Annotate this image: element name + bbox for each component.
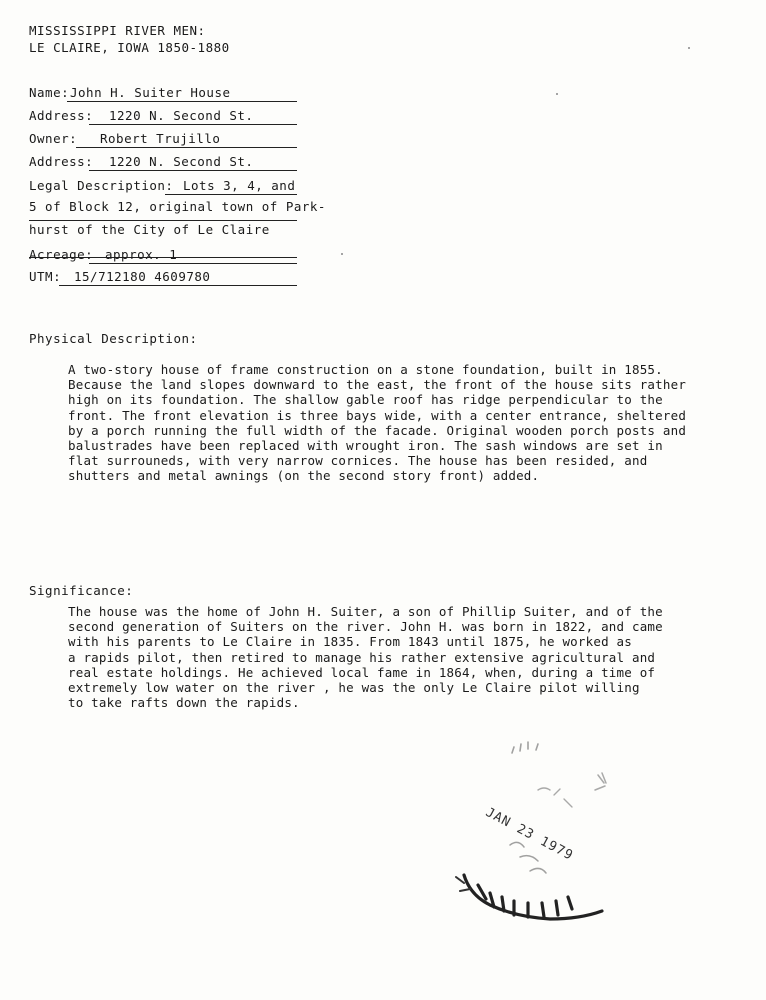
form-row-owner-address (29, 151, 297, 171)
form-row-legal (29, 175, 297, 195)
significance-line: with his parents to Le Claire in 1835. From 1843 until 1875, he worked as (68, 634, 632, 650)
address-label: Address: (29, 108, 94, 123)
significance-line: real estate holdings. He achieved local fame in 1864, when, during a time of (68, 664, 656, 680)
speck (341, 253, 343, 255)
physical-line: high on its foundation. The shallow gable roof has ridge perpendicular to the (68, 392, 663, 408)
physical-line: Because the land slopes downward to the east, the front of the house sits rather (68, 377, 687, 393)
legal-value: Lots 3, 4, and (183, 178, 296, 193)
utm-label: UTM: (29, 269, 62, 284)
owner-address-label: Address: (29, 154, 94, 169)
address-value: 1220 N. Second St. (109, 108, 254, 123)
form-row-acreage (29, 244, 297, 264)
header-line-1: MISSISSIPPI RIVER MEN: (29, 23, 206, 38)
significance-text (68, 604, 688, 710)
owner-address-underline (89, 170, 297, 171)
significance-line: to take rafts down the rapids. (68, 695, 300, 711)
significance-line: second generation of Suiters on the river. John H. was born in 1822, and came (68, 619, 663, 635)
form-row-name (29, 82, 297, 102)
header-line-2: LE CLAIRE, IOWA 1850-1880 (29, 40, 230, 55)
legal-line-2: 5 of Block 12, original town of Park- (29, 199, 326, 214)
physical-description-title: Physical Description: (29, 331, 198, 346)
acreage-label: Acreage: (29, 247, 94, 262)
utm-value: 15/712180 4609780 (74, 269, 211, 284)
physical-line: by a porch running the full width of the facade. Original wooden porch posts and (68, 422, 687, 438)
legal-label: Legal Description: (29, 178, 174, 193)
physical-line: shutters and metal awnings (on the second story front) added. (68, 468, 540, 484)
physical-line: flat surrouneds, with very narrow cornices. The house has been resided, and (68, 453, 648, 469)
significance-title: Significance: (29, 583, 134, 598)
physical-line: A two-story house of frame construction on a stone foundation, built in 1855. (68, 362, 663, 377)
significance-line: The house was the home of John H. Suiter, a son of Phillip Suiter, and of the (68, 604, 663, 619)
legal-line-3: hurst of the City of Le Claire (29, 222, 270, 237)
utm-underline (59, 285, 297, 286)
speck (556, 93, 558, 95)
legal-underline (165, 194, 297, 195)
name-label: Name: (29, 85, 70, 100)
significance-line: extremely low water on the river , he was the only Le Claire pilot willing (68, 680, 640, 696)
owner-underline (76, 147, 297, 148)
address-underline (89, 124, 297, 125)
physical-line: front. The front elevation is three bays wide, with a center entrance, sheltered (68, 407, 687, 423)
acreage-underline (89, 263, 297, 264)
stamp-date: JAN 23 1979 (482, 805, 576, 864)
physical-description-text (68, 362, 688, 484)
form-row-address (29, 105, 297, 125)
name-value: John H. Suiter House (70, 85, 231, 100)
owner-label: Owner: (29, 131, 78, 146)
speck (688, 47, 690, 49)
significance-line: a rapids pilot, then retired to manage his rather extensive agricultural and (68, 649, 656, 665)
name-underline (67, 101, 297, 102)
form-row-utm (29, 266, 297, 286)
document-header (29, 22, 230, 56)
form-row-owner (29, 128, 297, 148)
acreage-value: approx. 1 (105, 247, 178, 262)
owner-address-value: 1220 N. Second St. (109, 154, 254, 169)
owner-value: Robert Trujillo (100, 131, 221, 146)
physical-line: balustrades have been replaced with wrought iron. The sash windows are set in (68, 438, 663, 454)
legal-line-3-rule (29, 220, 297, 240)
